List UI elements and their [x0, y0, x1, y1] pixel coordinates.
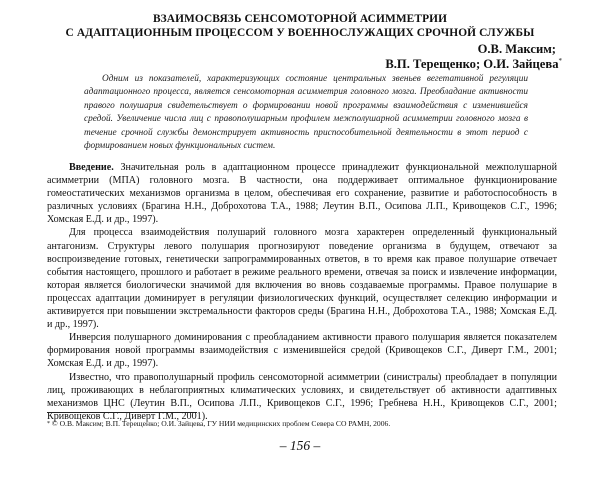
footnote-text: © О.В. Максим; В.П. Терещенко; О.И. Зайцева, ГУ НИИ медицинских проблем Севера СО РАМН, 2006.: [50, 419, 391, 428]
paragraph-1-text: Значительная роль в адаптационном процессе принадлежит функциональной межполушарной асимметрии (МПА) головного мозга. В частности, она поддерживает оптимальное функционирование гомеостатических механизмов организма в целом, обеспечивая его сохранение, развитие и работоспособность в различных условиях (Брагина Н.Н., Доброхотова Т.А., 1988; Леутин В.П., Осипова Л.П., Кривощеков С.Г., 1996; Хомская Е.Д. и др., 1997).: [47, 162, 557, 226]
paragraph-3: Инверсия полушарного доминирования с преобладанием активности правого полушария является показателем формирования новой программы взаимодействия с изменившейся средой (Кривощеков С.Г., Диверт Г.М., 2001; Хомская Е.Д. и др., 1997).: [47, 332, 557, 370]
authors-names: В.П. Терещенко; О.И. Зайцева: [385, 57, 559, 71]
page-number: – 156 –: [279, 438, 321, 453]
authors-footnote-mark: *: [558, 57, 562, 65]
paragraph-4: Известно, что правополушарный профиль сенсомоторной асимметрии (синистралы) преобладает в популяции лиц, проживающих в неблагоприятных климатических условиях, и свидетельствует об активности адаптивных механизмов ЦНС (Леутин В.П., Осипова Л.П., Кривощеков С.Г., 1996; Гребнева Н.Н., Кривощеков С.Г., 2001; Кривощеков С.Г., Диверт Г.М., 2001).: [47, 371, 557, 422]
authors-line-1: О.В. Максим;: [477, 42, 556, 56]
footnote-divider: [47, 412, 197, 413]
article-title-line-1: ВЗАИМОСВЯЗЬ СЕНСОМОТОРНОЙ АСИММЕТРИИ: [152, 13, 448, 25]
footnote: [47, 419, 557, 429]
authors-line-2: [385, 57, 562, 72]
paragraph-2: Для процесса взаимодействия полушарий головного мозга характерен определенный функциональный антагонизм. Структуры левого полушария прогнозируют поведение организма в будущем, отвечают за воспроизведение готовых, генетически запрограммированных ответов, в то время как правое полушарие отвечает события настоящего, прошлого и работает в режиме реального времени, отвечая за поиск и извлечение информации, которая является биологически значимой для включения во вновь создаваемые программы. Правое полушарие в процессах адаптации доминирует в регуляции физиологических функций, осуществляет селекцию информации и активируется при повышении экстремальности факторов среды (Брагина Н.Н., Доброхотова Т.А., 1988; Хомская Е.Д. и др., 1997).: [47, 227, 557, 331]
footnote-mark: *: [47, 421, 50, 427]
article-title-line-2: С АДАПТАЦИОННЫМ ПРОЦЕССОМ У ВОЕННОСЛУЖАЩИХ СРОЧНОЙ СЛУЖБЫ: [65, 27, 535, 39]
article-body: [47, 161, 557, 423]
abstract: Одним из показателей, характеризующих состояние центральных звеньев вегетативной регуляции адаптационного процесса, является сенсомоторная асимметрия головного мозга. Преобладание активности правого полушария свидетельствует о формировании новой программы взаимодействия с изменившейся средой. Увеличение числа лиц с правополушарным профилем межполушарной асимметрии головного мозга в течение срочной службы демонстрирует активность приспособительной деятельности в этот период с формированием новых функциональных систем.: [84, 74, 528, 152]
introduction-label: Введение.: [69, 162, 114, 173]
paragraph-introduction: [47, 161, 557, 226]
